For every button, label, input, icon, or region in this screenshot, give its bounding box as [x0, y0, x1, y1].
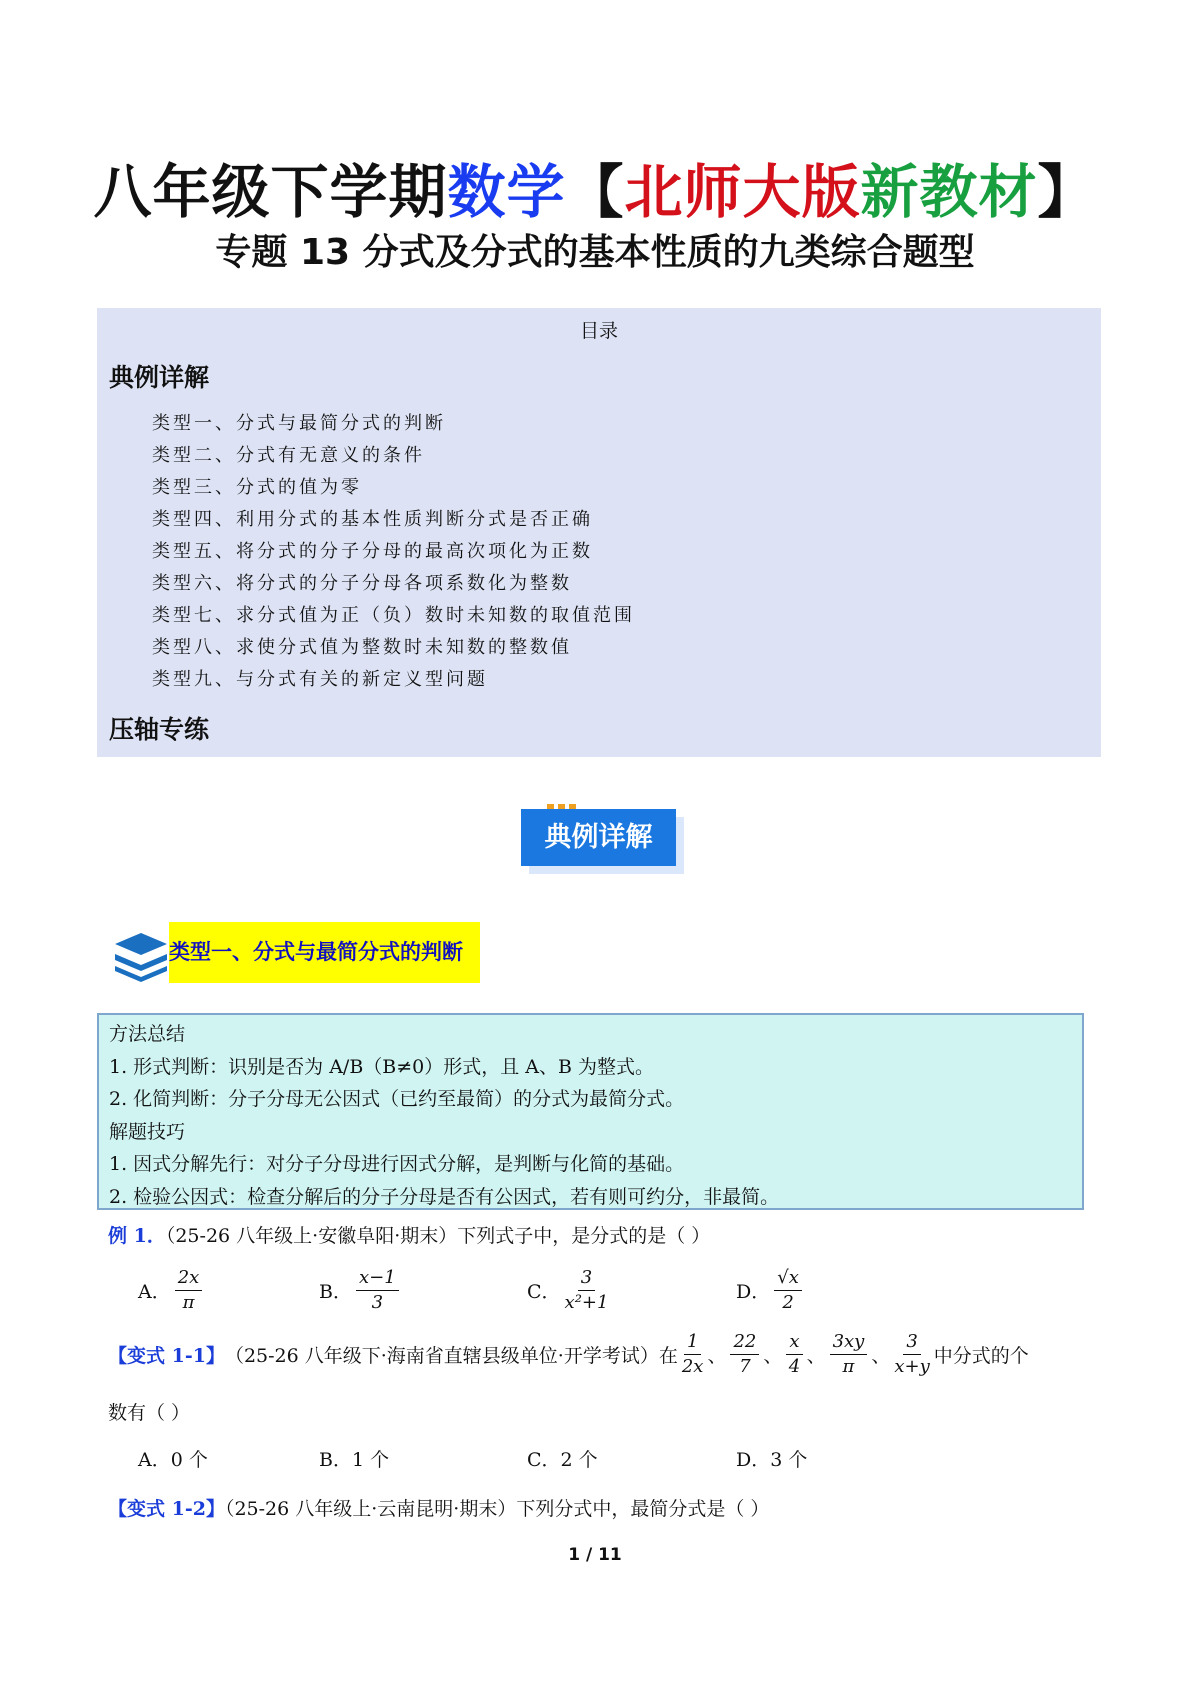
variant-1-2 [108, 1494, 769, 1521]
denominator: 2 [782, 1292, 794, 1313]
variant-question: （25-26 八年级下·海南省直辖县级单位·开学考试）在 [224, 1345, 678, 1367]
variant-label: 【变式 1-2】 [108, 1498, 225, 1520]
method-line: 1. 因式分解先行：对分子分母进行因式分解，是判断与化简的基础。 [109, 1153, 685, 1175]
books-icon [111, 930, 171, 982]
title-part: 北师大版 [624, 158, 861, 226]
method-line: 2. 化简判断：分子分母无公因式（已约至最简）的分式为最简分式。 [109, 1088, 685, 1110]
separator: 、 [763, 1345, 783, 1367]
fraction [175, 1266, 203, 1315]
numerator: 22 [730, 1330, 759, 1355]
title-part: 八年级下学期 [93, 158, 448, 226]
answer-option[interactable] [527, 1266, 612, 1315]
method-line: 1. 形式判断：识别是否为 A/B（B≠0）形式，且 A、B 为整式。 [109, 1055, 655, 1078]
toc-item[interactable]: 类型八、求使分式值为整数时未知数的整数值 [152, 637, 572, 658]
toc-section-practice[interactable]: 压轴专练 [109, 715, 210, 744]
toc-item[interactable]: 类型九、与分式有关的新定义型问题 [152, 669, 488, 690]
numerator: 3 [578, 1266, 595, 1291]
option-key: B． [319, 1281, 352, 1303]
example-label: 例 1． [108, 1225, 166, 1247]
toc-item[interactable]: 类型四、利用分式的基本性质判断分式是否正确 [152, 509, 593, 530]
numerator: 1 [684, 1330, 701, 1355]
fraction [356, 1266, 399, 1315]
denominator: 3 [371, 1292, 384, 1313]
numerator: 3xy [830, 1330, 868, 1355]
toc-item[interactable]: 类型五、将分式的分子分母的最高次项化为正数 [152, 541, 593, 562]
title-part: 数学 [447, 158, 566, 226]
document-title [0, 145, 1190, 229]
fraction [786, 1330, 802, 1379]
method-line: 解题技巧 [109, 1120, 186, 1143]
method-line: 2. 检验公因式：检查分解后的分子分母是否有公因式，若有则可约分，非最简。 [109, 1185, 780, 1208]
answer-option[interactable] [736, 1266, 806, 1315]
answer-option[interactable]: B．1 个 [319, 1449, 390, 1471]
variant-label: 【变式 1-1】 [108, 1345, 225, 1367]
answer-option[interactable]: C．2 个 [527, 1449, 598, 1471]
title-part: 新教材 [860, 158, 1038, 226]
numerator: x−1 [356, 1266, 399, 1291]
toc-item[interactable]: 类型二、分式有无意义的条件 [152, 445, 425, 466]
variant-question: （25-26 八年级上·云南昆明·期末）下列分式中，最简分式是（ ） [224, 1498, 770, 1520]
page-number: 1 / 11 [568, 1545, 622, 1565]
example-question: （25-26 八年级上·安徽阜阳·期末）下列式子中，是分式的是（ ） [165, 1225, 711, 1247]
toc-item[interactable]: 类型七、求分式值为正（负）数时未知数的取值范围 [152, 605, 635, 626]
denominator: x²+1 [564, 1292, 609, 1313]
toc-title: 目录 [579, 320, 618, 342]
fraction [830, 1330, 868, 1379]
variant-question-tail: 中分式的个 [933, 1345, 1029, 1367]
toc-item[interactable]: 类型一、分式与最简分式的判断 [152, 413, 446, 434]
denominator: π [182, 1292, 195, 1313]
separator: 、 [806, 1345, 826, 1367]
denominator: 7 [739, 1356, 751, 1377]
title-part: 【 [565, 158, 625, 226]
type-heading: 类型一、分式与最简分式的判断 [169, 922, 480, 983]
option-key: A． [138, 1281, 171, 1303]
section-banner: 典例详解 [521, 809, 676, 866]
toc-item[interactable]: 类型三、分式的值为零 [152, 477, 362, 498]
method-line: 方法总结 [109, 1023, 186, 1045]
toc-item[interactable]: 类型六、将分式的分子分母各项系数化为整数 [152, 573, 572, 594]
table-of-contents [97, 308, 1101, 757]
option-key: C． [527, 1281, 561, 1303]
fraction [565, 1266, 609, 1315]
denominator: π [842, 1356, 855, 1377]
numerator: 3 [903, 1330, 920, 1355]
denominator: x+y [894, 1356, 930, 1377]
document-subtitle: 专题 13 分式及分式的基本性质的九类综合题型 [215, 232, 975, 273]
answer-option[interactable]: D．3 个 [736, 1449, 808, 1471]
separator: 、 [871, 1345, 891, 1367]
numerator: √x [774, 1266, 802, 1291]
answer-option[interactable] [319, 1266, 403, 1315]
denominator: 2x [681, 1356, 704, 1377]
fraction [894, 1330, 929, 1379]
toc-section-examples[interactable]: 典例详解 [109, 363, 210, 392]
option-key: D． [736, 1281, 771, 1303]
answer-option[interactable]: A．0 个 [138, 1449, 208, 1471]
variant-1-1-continued: 数有（ ） [108, 1402, 191, 1424]
numerator: x [786, 1330, 802, 1355]
answer-option[interactable] [138, 1266, 206, 1315]
variant-1-1 [108, 1330, 1029, 1379]
separator: 、 [707, 1345, 727, 1367]
title-part: 】 [1037, 158, 1097, 226]
denominator: 4 [788, 1356, 801, 1377]
fraction [730, 1330, 759, 1379]
fraction [774, 1266, 802, 1315]
method-summary-box [97, 1013, 1084, 1210]
numerator: 2x [175, 1266, 203, 1291]
fraction [682, 1330, 704, 1379]
example-1 [108, 1221, 710, 1248]
